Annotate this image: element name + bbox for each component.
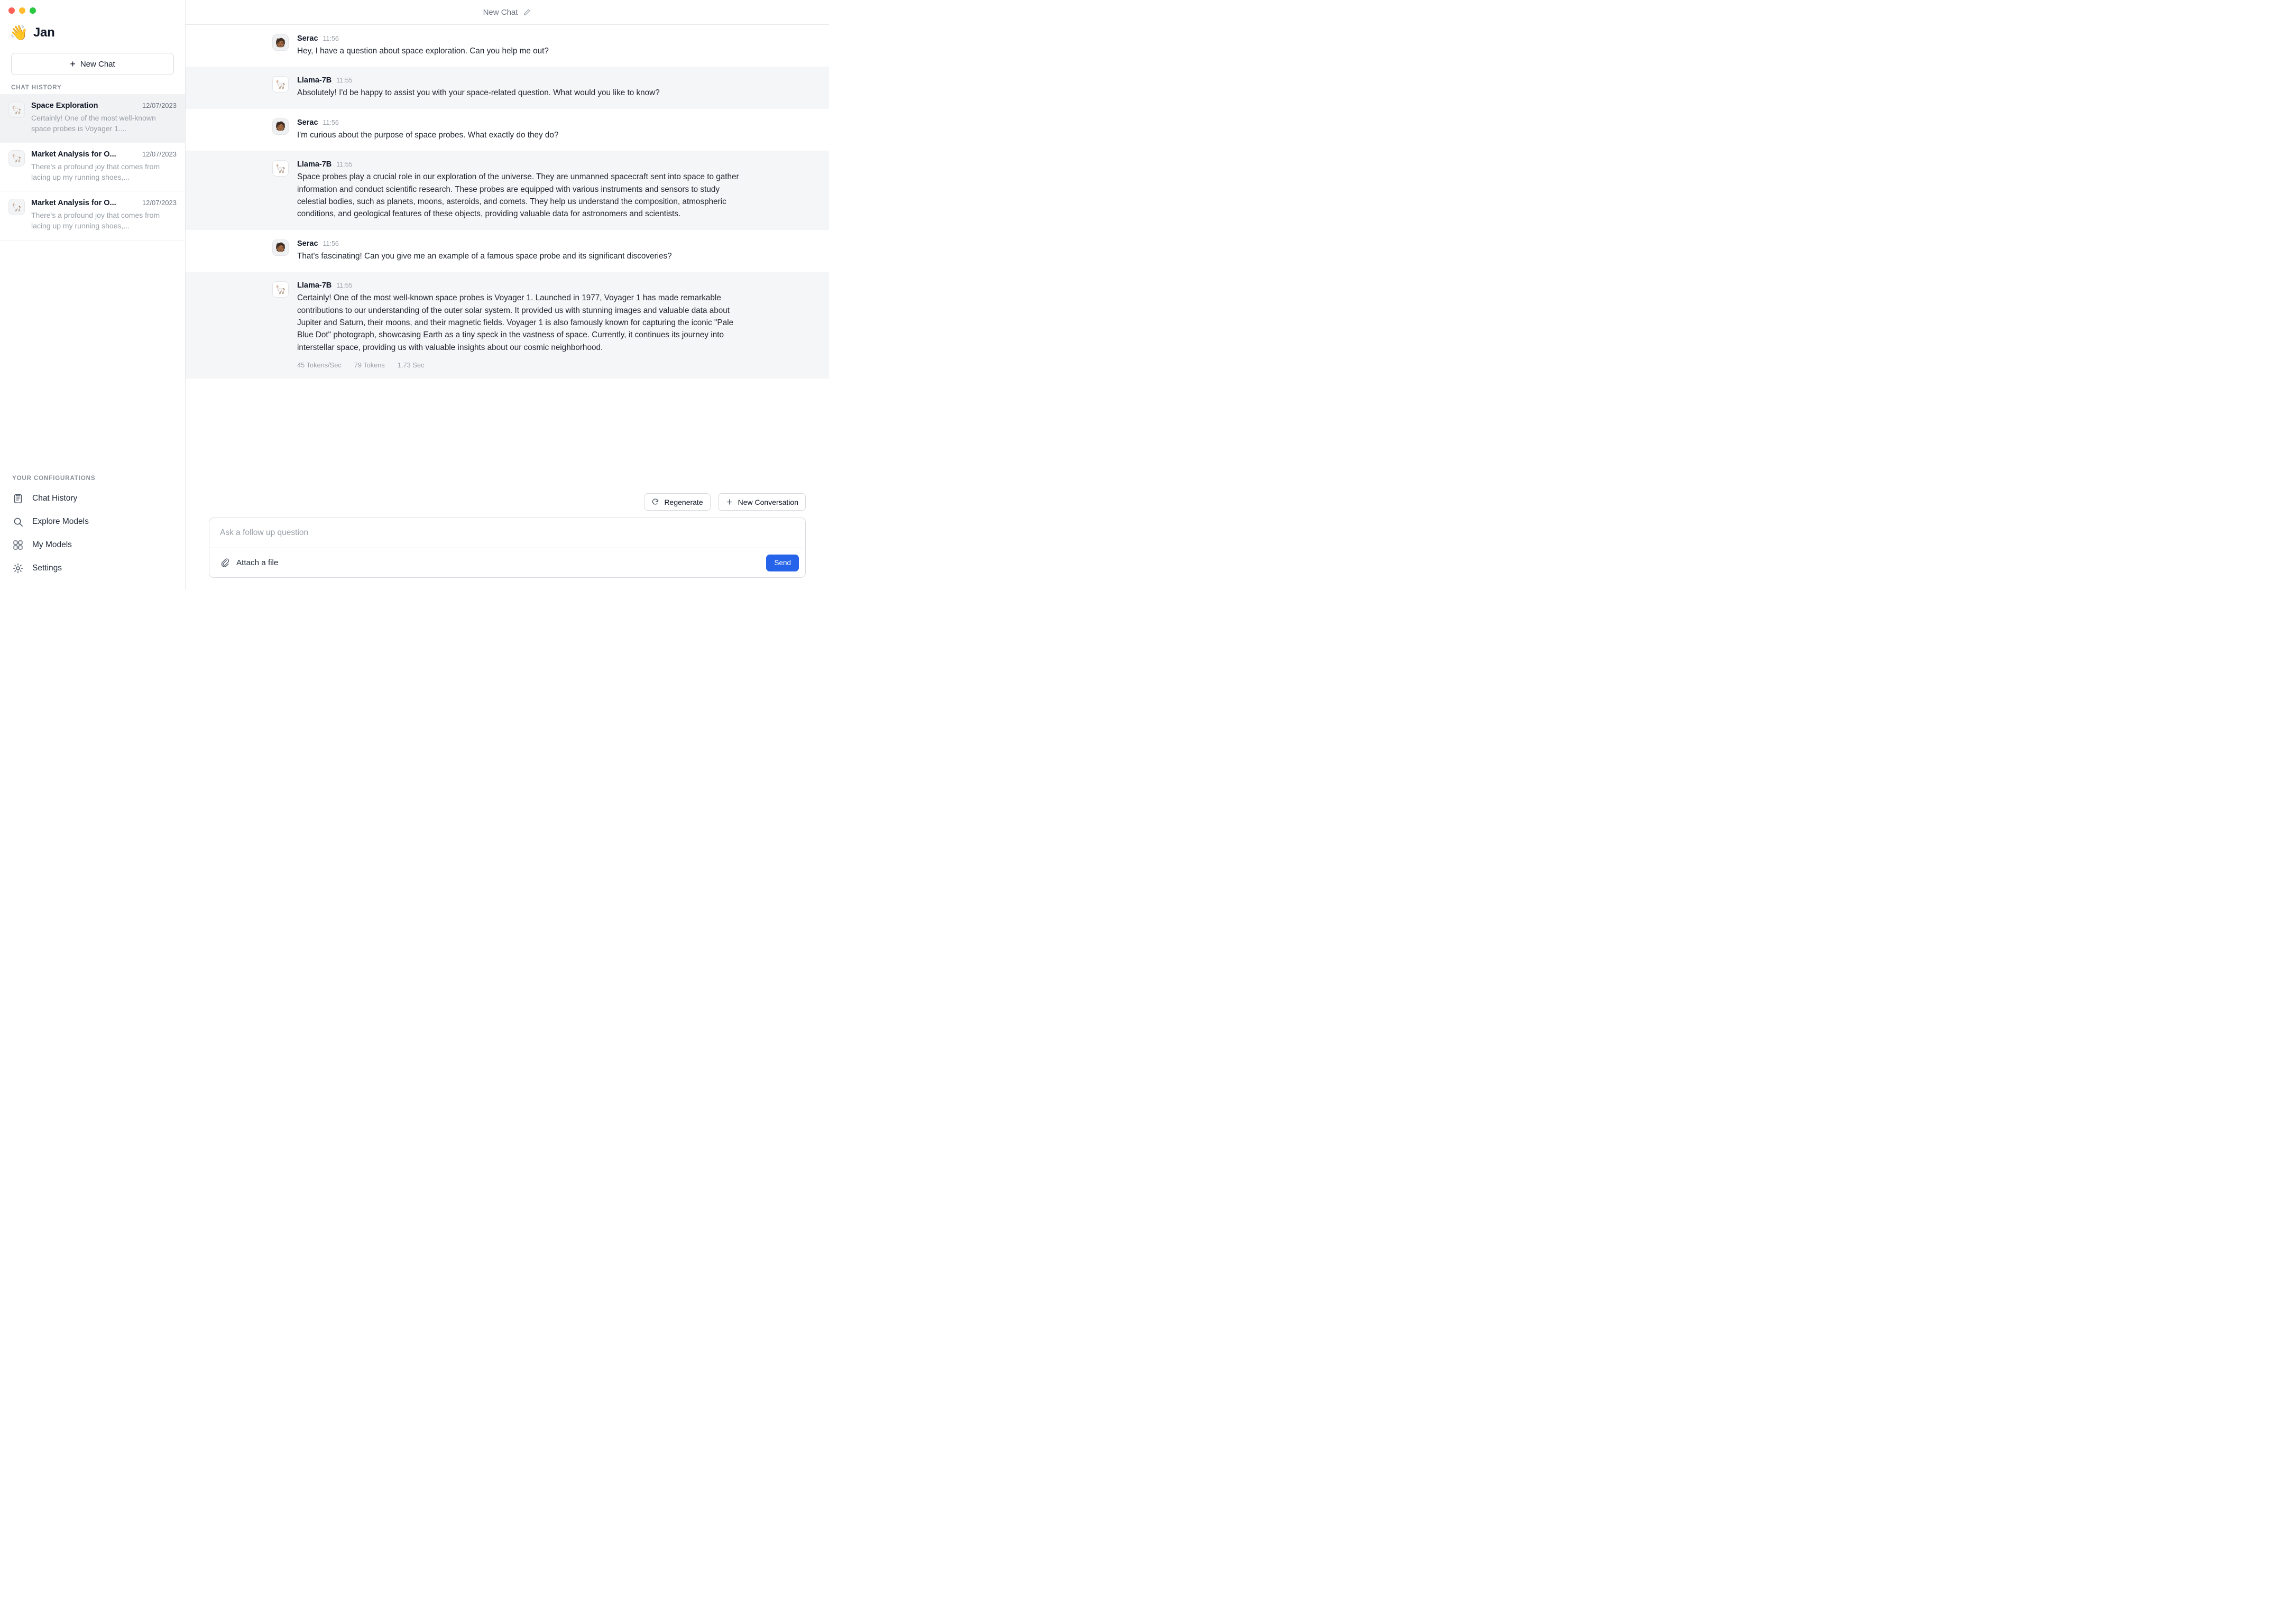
sidebar-item-settings[interactable] (0, 557, 185, 580)
gear-icon (12, 562, 24, 574)
history-item-space-exploration[interactable] (0, 94, 185, 143)
attach-file-label: Attach a file (236, 558, 279, 567)
sidebar-item-label: Chat History (32, 494, 78, 503)
message-author: Serac (297, 34, 318, 43)
elapsed-seconds: 1.73 Sec (397, 361, 425, 370)
message-text: That's fascinating! Can you give me an example of a famous space probe and its significant discoveries? (297, 251, 672, 261)
message-time: 11:56 (323, 118, 339, 126)
message-text: I'm curious about the purpose of space probes. What exactly do they do? (297, 130, 559, 140)
minimize-window-button[interactable] (19, 7, 25, 14)
app-brand (0, 18, 185, 43)
llama-avatar-icon: 🦙 (8, 150, 25, 167)
close-window-button[interactable] (8, 7, 15, 14)
attach-file-button[interactable] (220, 558, 278, 568)
message-time: 11:56 (323, 239, 339, 247)
message-thread (186, 25, 829, 493)
sidebar (0, 0, 186, 589)
message-text: Absolutely! I'd be happy to assist you with your space-related question. What would you like to know? (297, 88, 660, 98)
message-time: 11:56 (323, 35, 339, 42)
message-author: Llama-7B (297, 76, 332, 85)
message-assistant-2 (186, 151, 829, 230)
sidebar-item-chat-history[interactable] (0, 487, 185, 510)
message-author: Serac (297, 239, 318, 248)
plus-icon (725, 498, 733, 506)
token-count: 79 Tokens (354, 361, 385, 370)
history-item-date: 12/07/2023 (142, 150, 177, 158)
message-user-2 (186, 109, 829, 151)
message-user-1 (186, 25, 829, 67)
message-text: Certainly! One of the most well-known space probes is Voyager 1. Launched in 1977, Voyager 1 has made remarkable contributions to our understanding of the outer solar system. It provided us with stunning images and valuable data about Jupiter and Saturn, their moons, and their magnetic fields. Voyager 1 is also famously known for capturing the iconic "Pale Blue Dot" photograph, showcasing Earth as a tiny speck in the vastness of space. Currently, it continues its journey into interstellar space, providing us with valuable insights about our cosmic neighborhood. (297, 293, 734, 352)
new-chat-button[interactable] (11, 53, 174, 75)
message-time: 11:55 (336, 77, 353, 85)
tokens-per-sec: 45 Tokens/Sec (297, 361, 342, 370)
sidebar-item-my-models[interactable] (0, 533, 185, 557)
followup-input-row[interactable] (209, 518, 805, 548)
waving-hand-icon: 👋 (10, 24, 28, 41)
chat-history-list (0, 94, 185, 241)
main-panel (186, 0, 829, 589)
composer-actions (209, 493, 806, 518)
window-traffic-lights (0, 0, 185, 18)
composer (209, 518, 806, 578)
app-title: Jan (33, 25, 55, 40)
plus-icon: + (70, 59, 76, 69)
avatar: 🧑🏾 (272, 239, 289, 256)
message-text: Hey, I have a question about space exploration. Can you help me out? (297, 47, 549, 56)
send-button[interactable]: Send (766, 555, 799, 571)
search-icon (12, 516, 24, 528)
message-time: 11:55 (336, 161, 353, 169)
clipboard-icon (12, 493, 24, 504)
message-text: Space probes play a crucial role in our exploration of the universe. They are unmanned spacecraft sent into space to gather information and conduct scientific research. These probes are equipped with various instruments and sensors to study celestial bodies, such as planets, moons, asteroids, and comets. They help us understand the composition, atmospheric conditions, and geological features of these objects, providing valuable data for astronomers and scientists. (297, 172, 739, 219)
refresh-icon (651, 498, 659, 506)
history-item-title: Market Analysis for O... (31, 199, 116, 208)
avatar: 🦙 (272, 281, 289, 298)
new-conversation-label: New Conversation (738, 497, 798, 506)
maximize-window-button[interactable] (30, 7, 36, 14)
message-assistant-3 (186, 272, 829, 379)
followup-placeholder: Ask a follow up question (220, 528, 309, 537)
paperclip-icon (220, 558, 230, 568)
sidebar-item-label: Settings (32, 564, 62, 573)
new-chat-button-label: New Chat (80, 59, 115, 69)
llama-avatar-icon: 🦙 (8, 102, 25, 118)
message-author: Llama-7B (297, 160, 332, 169)
new-conversation-button[interactable] (718, 493, 806, 511)
message-user-3 (186, 230, 829, 272)
sidebar-item-label: Explore Models (32, 517, 89, 526)
message-time: 11:55 (336, 282, 353, 290)
chat-topbar (186, 0, 829, 25)
history-item-date: 12/07/2023 (142, 102, 177, 109)
chat-history-heading: CHAT HISTORY (11, 85, 62, 91)
history-item-title: Space Exploration (31, 102, 98, 110)
configurations-heading: YOUR CONFIGURATIONS (12, 475, 96, 482)
avatar: 🧑🏾 (272, 34, 289, 51)
avatar: 🧑🏾 (272, 118, 289, 135)
history-item-market-analysis-1[interactable] (0, 143, 185, 192)
history-item-market-analysis-2[interactable] (0, 191, 185, 241)
regenerate-button[interactable] (644, 493, 710, 511)
history-item-date: 12/07/2023 (142, 199, 177, 207)
app-window (0, 0, 829, 589)
chat-title: New Chat (483, 7, 518, 17)
history-item-snippet: Certainly! One of the most well-known space probes is Voyager 1.... (31, 114, 156, 133)
message-stats (297, 361, 740, 369)
history-item-snippet: There's a profound joy that comes from lacing up my running shoes,... (31, 211, 160, 230)
composer-area (186, 493, 829, 589)
grid-icon (12, 539, 24, 551)
message-assistant-1 (186, 67, 829, 108)
history-item-title: Market Analysis for O... (31, 150, 116, 159)
avatar: 🦙 (272, 160, 289, 177)
pencil-icon[interactable] (522, 8, 531, 17)
message-author: Serac (297, 118, 318, 127)
sidebar-footer (0, 475, 185, 589)
message-author: Llama-7B (297, 281, 332, 290)
history-item-snippet: There's a profound joy that comes from lacing up my running shoes,... (31, 162, 160, 181)
avatar: 🦙 (272, 76, 289, 93)
sidebar-item-label: My Models (32, 540, 72, 549)
regenerate-label: Regenerate (664, 497, 703, 506)
composer-toolbar (209, 548, 805, 577)
sidebar-item-explore-models[interactable] (0, 510, 185, 533)
llama-avatar-icon: 🦙 (8, 199, 25, 215)
